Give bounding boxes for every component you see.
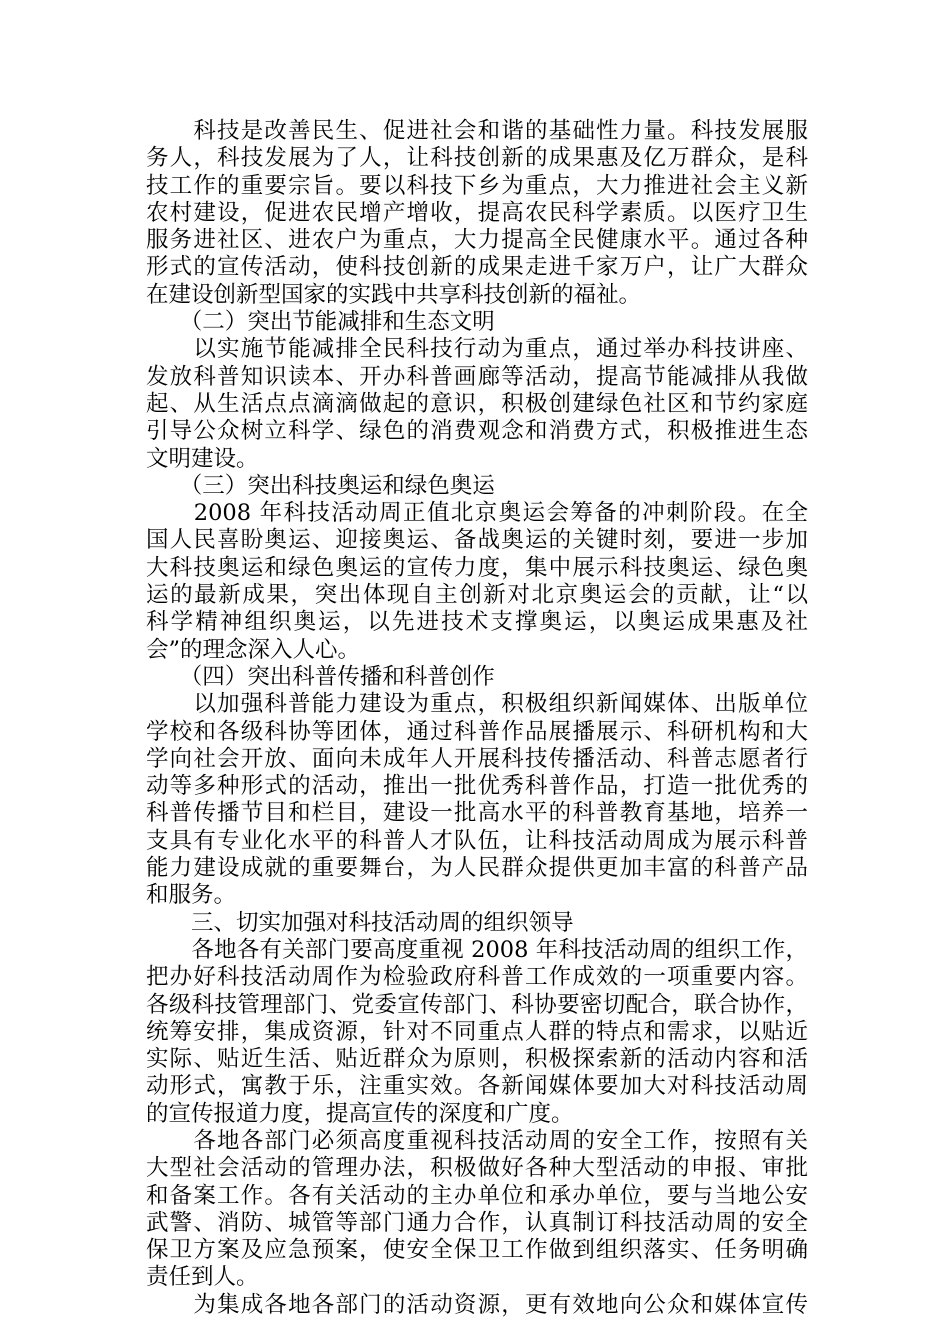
text-line: （四）突出科普传播和科普创作 [146,663,495,690]
text-line: 农村建设，促进农民增产增收，提高农民科学素质。以医疗卫生 [146,199,808,226]
text-line: 实际、贴近生活、贴近群众为原则，积极探索新的活动内容和活 [146,1046,808,1073]
text-line: 形式的宣传活动，使科技创新的成果走进千家万户，让广大群众 [146,254,808,281]
text-line: 把办好科技活动周作为检验政府科普工作成效的一项重要内容。 [146,964,808,991]
text-line: 科技是改善民生、促进社会和谐的基础性力量。科技发展服 [146,118,808,144]
text-line: 各地各部门必须高度重视科技活动周的安全工作，按照有关 [146,1127,808,1154]
text-line: 和服务。 [146,882,237,909]
text-line: 责任到人。 [146,1264,259,1291]
text-line: 运的最新成果，突出体现自主创新对北京奥运会的贡献，让“以 [146,582,808,609]
text-line: （三）突出科技奥运和绿色奥运 [146,472,495,499]
text-line: 在建设创新型国家的实践中共享科技创新的福祉。 [146,281,642,308]
text-line: 文明建设。 [146,445,259,472]
text-line: 发放科普知识读本、开办科普画廊等活动，提高节能减排从我做 [146,363,808,390]
text-line: 技工作的重要宗旨。要以科技下乡为重点，大力推进社会主义新 [146,172,808,199]
text-line: 服务进社区、进农户为重点，大力提高全民健康水平。通过各种 [146,227,808,254]
text-line: 以加强科普能力建设为重点，积极组织新闻媒体、出版单位 [146,691,808,718]
text-line: 科普传播节目和栏目，建设一批高水平的科普教育基地，培养一 [146,800,808,827]
text-line: 三、切实加强对科技活动周的组织领导 [146,909,574,936]
text-line: 支具有专业化水平的科普人才队伍，让科技活动周成为展示科普 [146,827,808,854]
text-line: 起、从生活点点滴滴做起的意识，积极创建绿色社区和节约家庭 [146,390,808,417]
text-line: 统筹安排，集成资源，针对不同重点人群的特点和需求，以贴近 [146,1018,808,1045]
text-line: 动形式，寓教于乐，注重实效。各新闻媒体要加大对科技活动周 [146,1073,808,1100]
document-body [146,118,808,1319]
text-line: 为集成各地各部门的活动资源，更有效地向公众和媒体宣传 [146,1291,808,1318]
text-line: 会”的理念深入人心。 [146,636,361,663]
text-line: 保卫方案及应急预案，使安全保卫工作做到组织落实、任务明确 [146,1237,808,1264]
text-line: 武警、消防、城管等部门通力合作，认真制订科技活动周的安全 [146,1209,808,1236]
text-line: 动等多种形式的活动，推出一批优秀科普作品，打造一批优秀的 [146,773,808,800]
text-line: 学向社会开放、面向未成年人开展科技传播活动、科普志愿者行 [146,745,808,772]
text-line: 和备案工作。各有关活动的主办单位和承办单位，要与当地公安 [146,1182,808,1209]
text-line: 学校和各级科协等团体，通过科普作品展播展示、科研机构和大 [146,718,808,745]
text-line: 引导公众树立科学、绿色的消费观念和消费方式，积极推进生态 [146,418,808,445]
text-line: 大型社会活动的管理办法，积极做好各种大型活动的申报、审批 [146,1155,808,1182]
text-line: 务人，科技发展为了人，让科技创新的成果惠及亿万群众，是科 [146,145,808,172]
text-line: 各地各有关部门要高度重视 2008 年科技活动周的组织工作， [146,936,808,963]
text-line: （二）突出节能减排和生态文明 [146,309,495,336]
text-line: 以实施节能减排全民科技行动为重点，通过举办科技讲座、 [146,336,808,363]
text-line: 各级科技管理部门、党委宣传部门、科协要密切配合，联合协作， [146,991,808,1018]
text-line: 大科技奥运和绿色奥运的宣传力度，集中展示科技奥运、绿色奥 [146,554,808,581]
text-line: 科学精神组织奥运，以先进技术支撑奥运，以奥运成果惠及社 [146,609,808,636]
text-line: 国人民喜盼奥运、迎接奥运、备战奥运的关键时刻，要进一步加 [146,527,808,554]
text-line: 的宣传报道力度，提高宣传的深度和广度。 [146,1100,574,1127]
text-line: 2008 年科技活动周正值北京奥运会筹备的冲刺阶段。在全 [146,500,808,527]
text-line: 能力建设成就的重要舞台，为人民群众提供更加丰富的科普产品 [146,855,808,882]
